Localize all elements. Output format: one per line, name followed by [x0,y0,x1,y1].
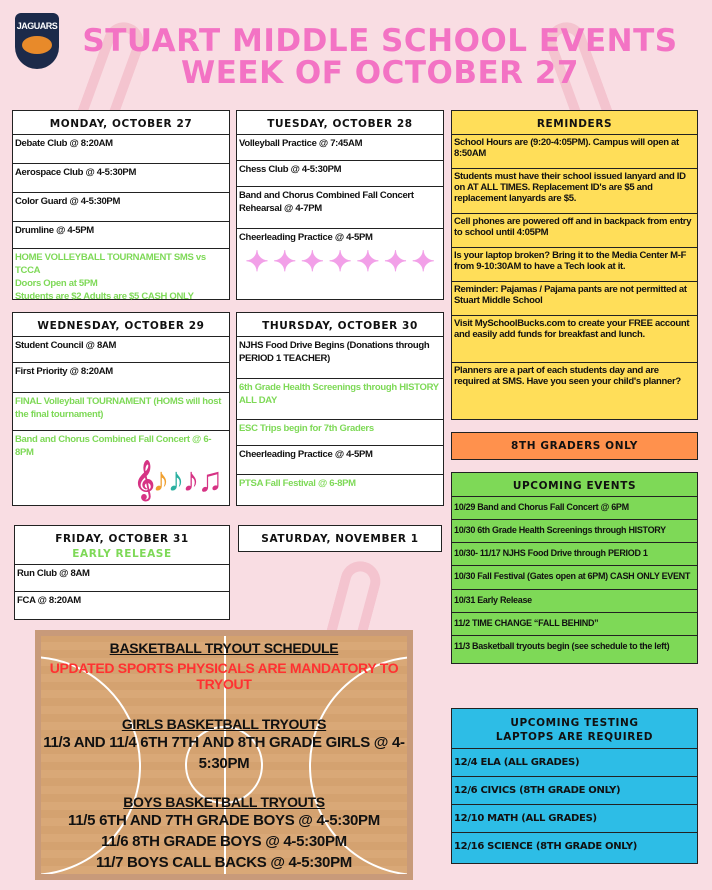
reminders-box [451,110,698,420]
list-item: 12/10 MATH (ALL GRADES) [452,804,697,832]
list-item: Run Club @ 8AM [15,564,229,591]
list-item: NJHS Food Drive Begins (Donations through PERIOD 1 TEACHER) [237,336,443,378]
list-item: Planners are a part of each students day and are required at SMS. Have you seen your child's planner? [452,362,697,410]
boys-schedule-2: 11/6 8TH GRADE BOYS @ 4-5:30PM [101,833,347,850]
jaguar-head-icon [22,36,52,54]
early-release-label: EARLY RELEASE [72,548,172,560]
list-item: Debate Club @ 8:20AM [13,134,229,163]
list-item: Aerospace Club @ 4-5:30PM [13,163,229,192]
page-title [70,25,690,89]
testing-title [452,709,697,748]
cheerleaders-illustration: ✦ ✦ ✦ ✦ ✦ ✦ ✦ [245,246,435,277]
event-line: Band and Chorus Combined Fall Concert @ 6-8PM [15,434,212,458]
list-item: FCA @ 8:20AM [15,591,229,617]
event-line: Cheerleading Practice @ 4-5PM [239,232,373,243]
basketball-schedule [41,636,407,873]
girls-schedule: 11/3 AND 11/4 6TH 7TH AND 8TH GRADE GIRLS @ 4-5:30PM [43,734,405,772]
eighth-graders-box [451,432,698,460]
testing-box [451,708,698,864]
list-item: Color Guard @ 4-5:30PM [13,192,229,221]
girls-title: GIRLS BASKETBALL TRYOUTS [121,716,327,732]
list-item: Is your laptop broken? Bring it to the Media Center M-F from 9-10:30AM to have a Tech look at it. [452,247,697,281]
list-item: FINAL Volleyball TOURNAMENT (HOMS will host the final tournament) [13,392,229,430]
basketball-title: BASKETBALL TRYOUT SCHEDULE [109,640,339,656]
title-line-1: STUART MIDDLE SCHOOL EVENTS [82,23,678,59]
testing-title-line-2: LAPTOPS ARE REQUIRED [495,731,654,743]
testing-title-line-1: UPCOMING TESTING [510,717,639,729]
list-item: Reminder: Pajamas / Pajama pants are not permitted at Stuart Middle School [452,281,697,315]
jaguars-logo [15,13,59,69]
monday-title: MONDAY, OCTOBER 27 [49,118,193,130]
list-item: Band and Chorus Combined Fall Concert Rehearsal @ 4-7PM [237,186,443,228]
friday-title [15,526,229,564]
list-item: Chess Club @ 4-5:30PM [237,160,443,186]
list-item: School Hours are (9:20-4:05PM). Campus will open at 8:50AM [452,134,697,168]
list-item: 12/16 SCIENCE (8TH GRADE ONLY) [452,832,697,860]
basketball-court [35,630,413,880]
saturday-title: SATURDAY, NOVEMBER 1 [261,533,419,545]
list-item: Student Council @ 8AM [13,336,229,362]
list-item: 6th Grade Health Screenings through HISTORY ALL DAY [237,378,443,419]
eighth-graders-title: 8TH GRADERS ONLY [511,440,638,452]
list-item: Students must have their school issued lanyard and ID on AT ALL TIMES. Replacement ID's are $5 and replacement lanyards are $5. [452,168,697,213]
wednesday-box [12,312,230,506]
physicals-warning: UPDATED SPORTS PHYSICALS ARE MANDATORY TO TRYOUT [49,660,399,692]
list-item: ESC Trips begin for 7th Graders [237,419,443,445]
event-line: HOME VOLLEYBALL TOURNAMENT SMS vs TCCA [15,252,206,276]
monday-box [12,110,230,300]
title-line-2: WEEK OF OCTOBER 27 [181,55,579,91]
reminders-title: REMINDERS [536,118,613,130]
list-item: 11/2 TIME CHANGE “FALL BEHIND” [452,612,697,635]
event-line: Doors Open at 5PM [15,278,98,289]
list-item [13,430,229,504]
logo-text: JAGUARS [16,21,58,31]
wednesday-title: WEDNESDAY, OCTOBER 29 [37,320,205,332]
tuesday-box [236,110,444,300]
list-item [237,228,443,300]
list-item: 12/6 CIVICS (8TH GRADE ONLY) [452,776,697,804]
list-item: 10/31 Early Release [452,589,697,612]
list-item: PTSA Fall Festival @ 6-8PM [237,474,443,502]
boys-title: BOYS BASKETBALL TRYOUTS [123,794,325,810]
music-notes-icon: 𝄞♪♪♪♫ [134,461,221,499]
list-item: 10/30 6th Grade Health Screenings through HISTORY [452,519,697,542]
upcoming-events-box [451,472,698,664]
event-line: Students are $2 Adults are $5 CASH ONLY [15,291,194,302]
list-item: 10/30- 11/17 NJHS Food Drive through PERIOD 1 [452,542,697,565]
list-item: Drumline @ 4-5PM [13,221,229,248]
friday-box [14,525,230,620]
list-item: 10/29 Band and Chorus Fall Concert @ 6PM [452,496,697,519]
thursday-title: THURSDAY, OCTOBER 30 [262,320,418,332]
boys-schedule-1: 11/5 6TH AND 7TH GRADE BOYS @ 4-5:30PM [68,812,380,829]
boys-schedule-3: 11/7 BOYS CALL BACKS @ 4-5:30PM [96,854,352,871]
list-item: 10/30 Fall Festival (Gates open at 6PM) CASH ONLY EVENT [452,565,697,589]
list-item: First Priority @ 8:20AM [13,362,229,392]
tuesday-title: TUESDAY, OCTOBER 28 [267,118,413,130]
list-item: Cheerleading Practice @ 4-5PM [237,445,443,474]
list-item [13,248,229,302]
saturday-box [238,525,442,552]
list-item: Cell phones are powered off and in backpack from entry to school until 4:05PM [452,213,697,247]
list-item: 11/3 Basketball tryouts begin (see schedule to the left) [452,635,697,659]
list-item: Volleyball Practice @ 7:45AM [237,134,443,160]
list-item: 12/4 ELA (ALL GRADES) [452,748,697,776]
thursday-box [236,312,444,506]
friday-date: FRIDAY, OCTOBER 31 [55,533,189,545]
upcoming-events-title: UPCOMING EVENTS [512,480,637,492]
list-item: Visit MySchoolBucks.com to create your FREE account and easily add funds for breakfast and lunch. [452,315,697,362]
